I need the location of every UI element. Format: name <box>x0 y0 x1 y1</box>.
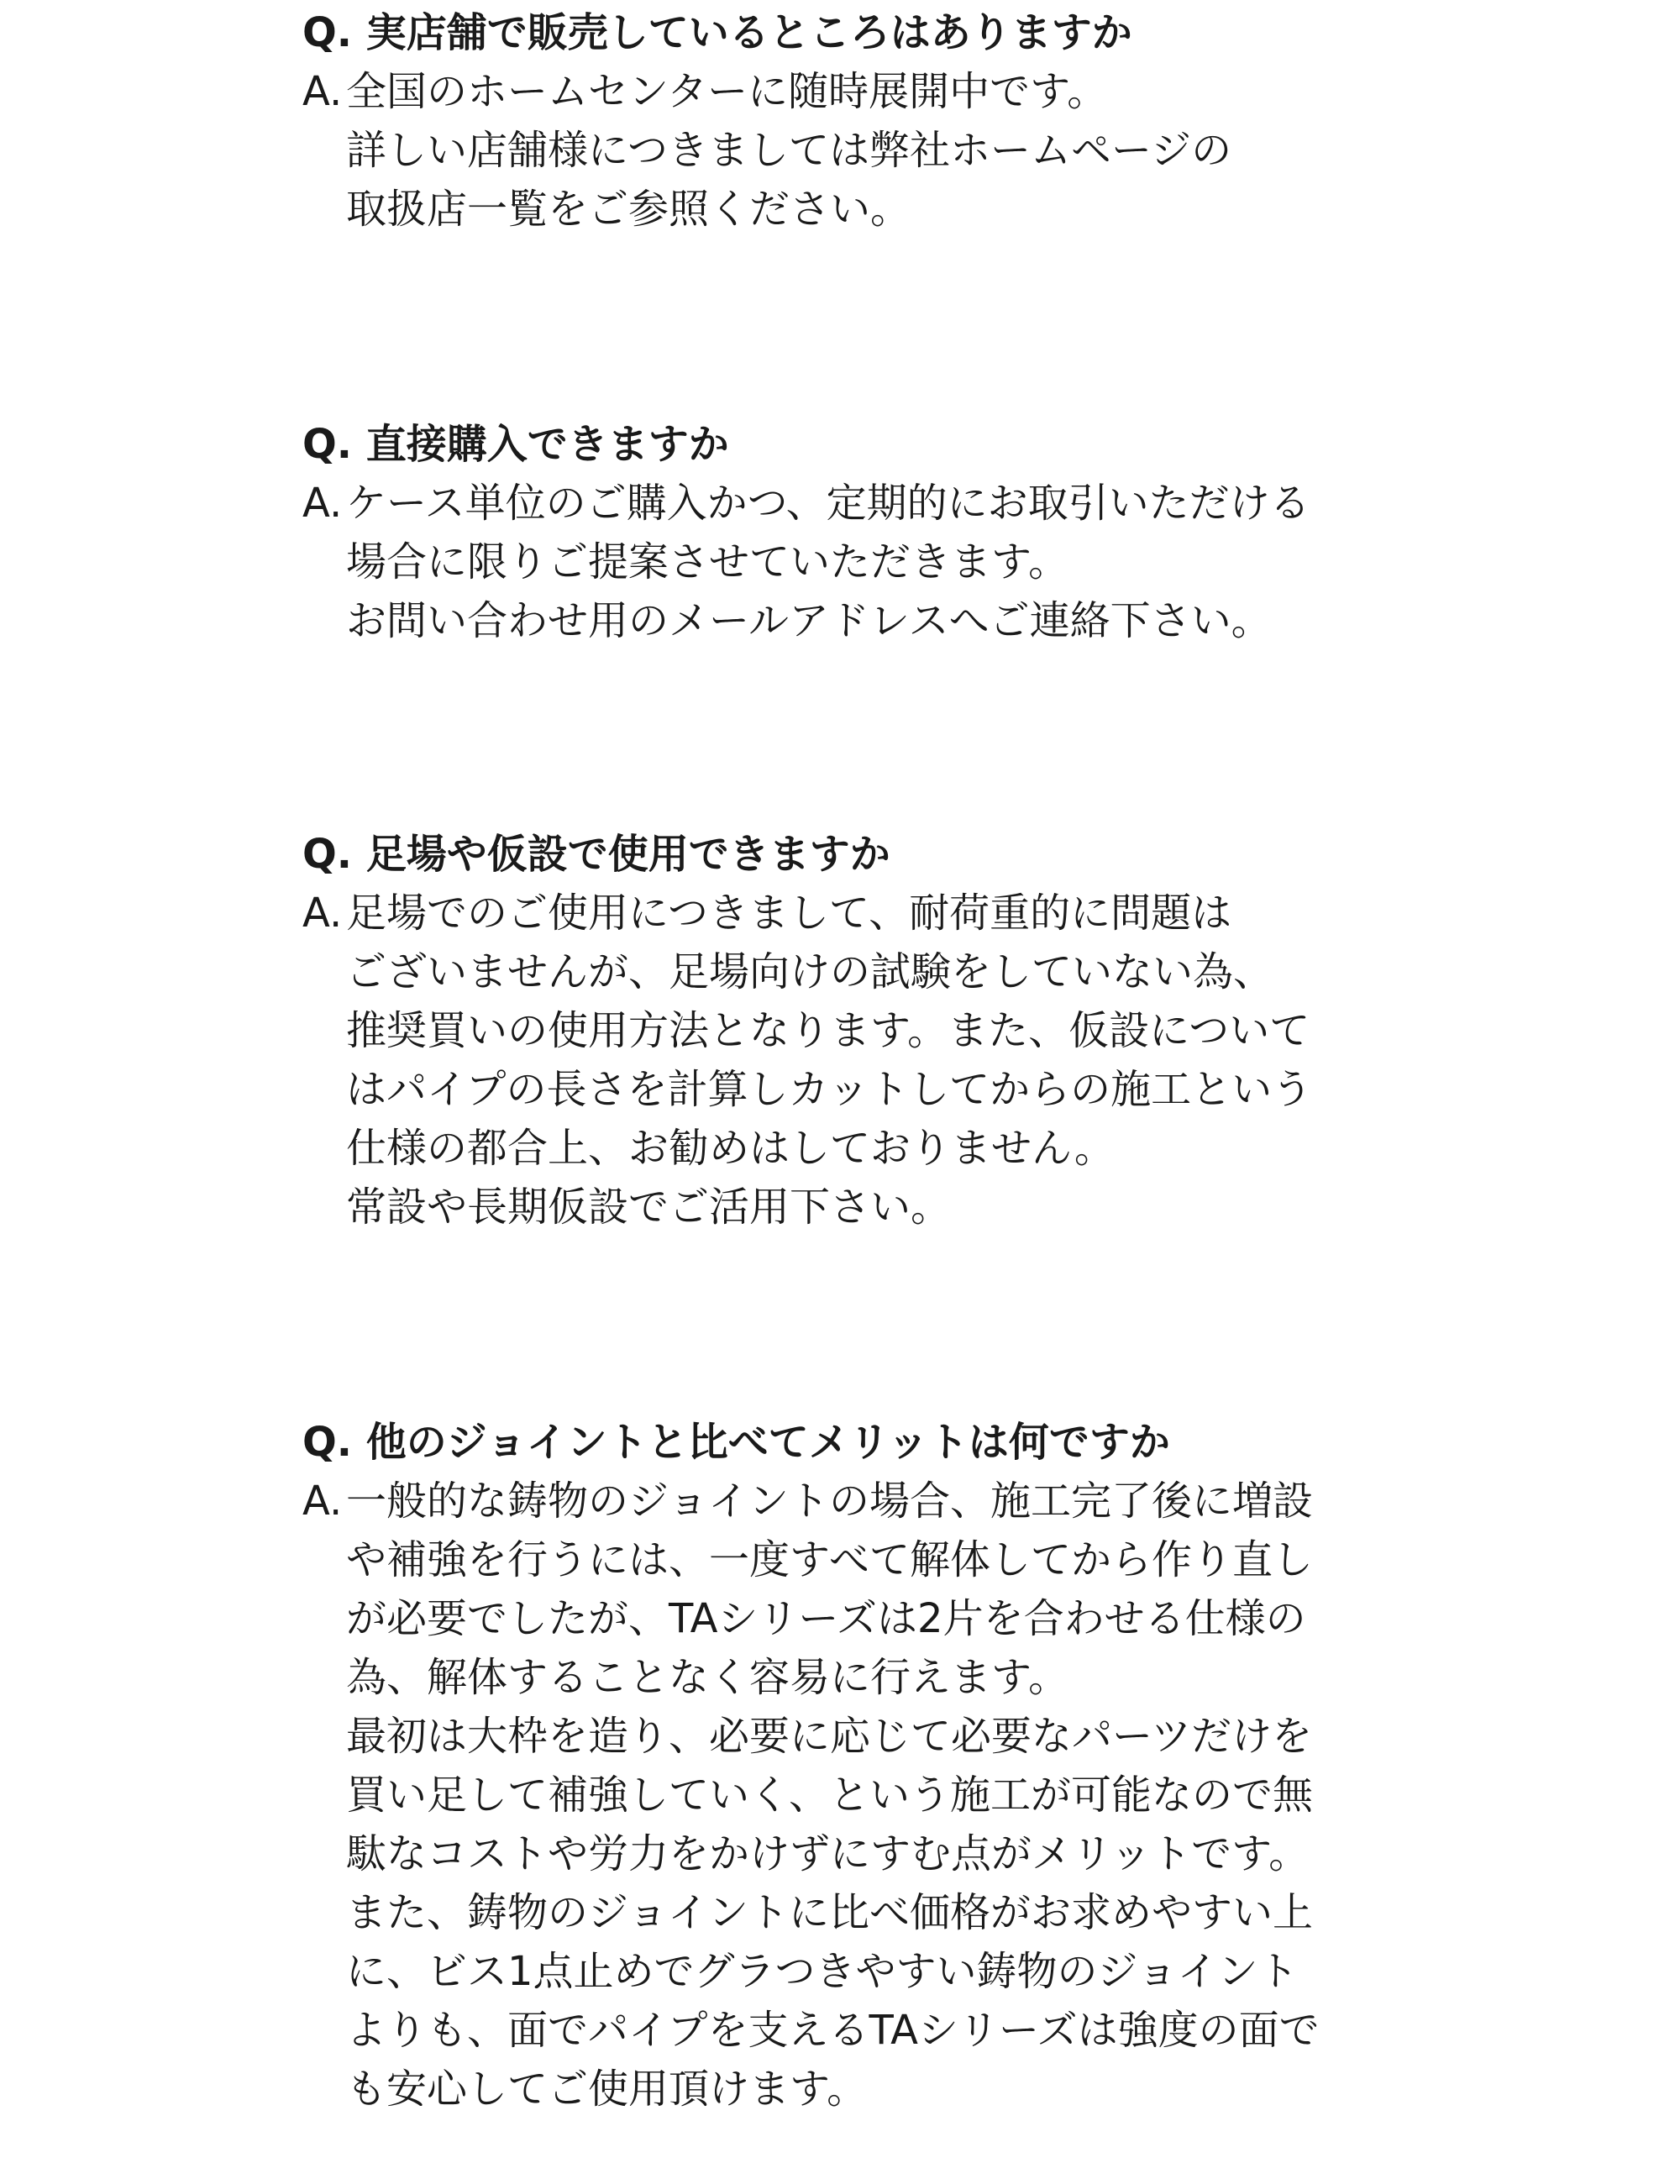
answer-prefix: A. <box>302 480 343 527</box>
faq-question <box>302 415 1411 474</box>
question-text: 直接購入できますか <box>365 421 729 468</box>
faq-item <box>302 3 1411 239</box>
answer-line: に、ビス1点止めでグラつきやすい鋳物のジョイント <box>346 1948 1299 1995</box>
faq-item <box>302 415 1411 650</box>
faq-answer <box>302 884 1411 1236</box>
answer-line: や補強を行うには、一度すべて解体してから作り直し <box>346 1536 1314 1583</box>
question-text: 他のジョイントと比べてメリットは何ですか <box>365 1419 1170 1466</box>
answer-line: 一般的な鋳物のジョイントの場合、施工完了後に増設 <box>346 1478 1314 1525</box>
question-prefix: Q. <box>302 9 353 56</box>
answer-line: ございませんが、足場向けの試験をしていない為、 <box>346 948 1274 995</box>
answer-text <box>346 474 1310 650</box>
answer-line: 全国のホームセンターに随時展開中です。 <box>346 68 1108 115</box>
answer-prefix: A. <box>302 1478 343 1525</box>
answer-text <box>346 62 1231 239</box>
answer-line: 為、解体することなく容易に行えます。 <box>346 1654 1069 1701</box>
answer-line: が必要でしたが、TAシリーズは2片を合わせる仕様の <box>346 1595 1306 1642</box>
faq-item <box>302 825 1411 1236</box>
answer-line: ケース単位のご購入かつ、定期的にお取引いただける <box>346 480 1310 527</box>
question-text: 実店舗で販売しているところはありますか <box>365 9 1132 56</box>
answer-line: 場合に限りご提案させていただきます。 <box>346 538 1069 585</box>
question-prefix: Q. <box>302 1419 353 1466</box>
question-prefix: Q. <box>302 421 353 468</box>
answer-line: また、鋳物のジョイントに比べ価格がお求めやすい上 <box>346 1889 1314 1936</box>
faq-answer <box>302 1472 1411 2118</box>
question-text: 足場や仮設で使用できますか <box>365 831 890 878</box>
answer-prefix: A. <box>302 68 343 115</box>
faq-question <box>302 825 1411 884</box>
answer-text <box>346 884 1312 1236</box>
answer-line: 買い足して補強していく、という施工が可能なので無 <box>346 1772 1314 1819</box>
answer-line: 推奨買いの使用方法となります。また、仮設について <box>346 1007 1310 1054</box>
answer-line: 足場でのご使用につきまして、耐荷重的に問題は <box>346 890 1232 937</box>
faq-answer <box>302 62 1411 239</box>
answer-line: 仕様の都合上、お勧めはしておりません。 <box>346 1125 1115 1172</box>
answer-line: よりも、面でパイプを支えるTAシリーズは強度の面で <box>346 2007 1320 2054</box>
answer-prefix: A. <box>302 890 343 937</box>
answer-line: 駄なコストや労力をかけずにすむ点がメリットです。 <box>346 1830 1310 1877</box>
answer-text <box>346 1472 1320 2118</box>
answer-line: はパイプの長さを計算しカットしてからの施工という <box>346 1066 1313 1113</box>
answer-line: お問い合わせ用のメールアドレスへご連絡下さい。 <box>346 597 1272 644</box>
answer-line: 詳しい店舗様につきましては弊社ホームページの <box>346 127 1232 174</box>
answer-line: も安心してご使用頂けます。 <box>346 2066 868 2113</box>
faq-item <box>302 1413 1411 2118</box>
answer-line: 常設や長期仮設でご活用下さい。 <box>346 1184 952 1231</box>
question-prefix: Q. <box>302 831 353 878</box>
answer-line: 取扱店一覧をご参照ください。 <box>346 186 911 233</box>
answer-line: 最初は大枠を造り、必要に応じて必要なパーツだけを <box>346 1713 1313 1760</box>
faq-question <box>302 1413 1411 1472</box>
faq-question <box>302 3 1411 62</box>
faq-answer <box>302 474 1411 650</box>
